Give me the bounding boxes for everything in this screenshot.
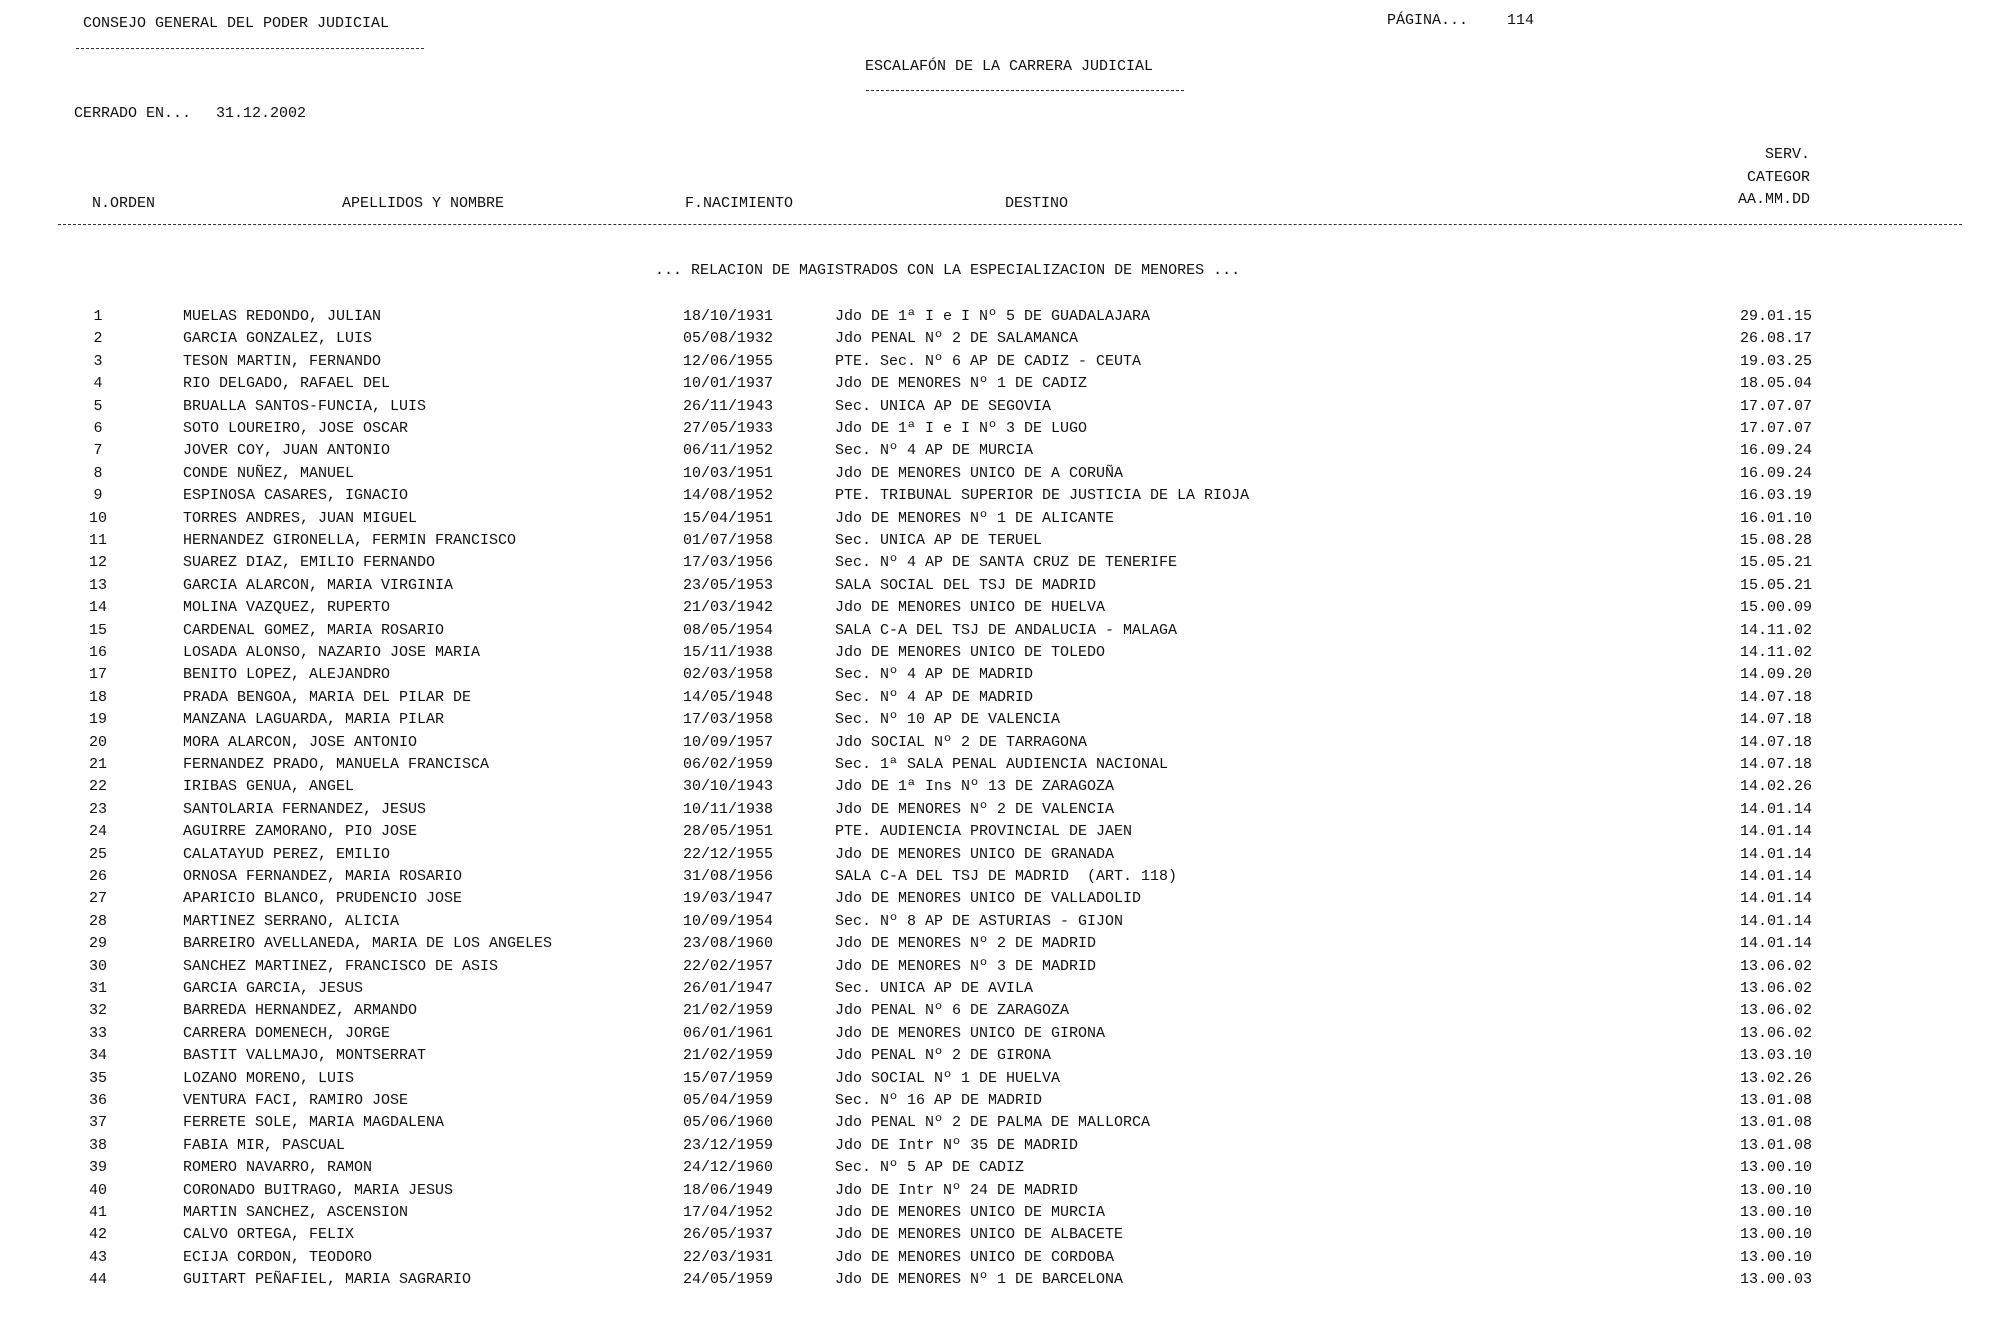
title-underline: [866, 90, 1184, 91]
service-time: 19.03.25: [1739, 352, 1812, 370]
table-row: [0, 666, 2000, 688]
table-row: [0, 1092, 2000, 1114]
order-number: 11: [88, 532, 107, 549]
birth-date: 30/10/1943: [683, 778, 774, 796]
order-number: 2: [93, 330, 103, 348]
table-row: [0, 398, 2000, 420]
order-number: 1: [93, 308, 103, 325]
full-name: MANZANA LAGUARDA, MARIA PILAR: [183, 711, 445, 729]
service-time: 14.01.14: [1739, 823, 1812, 841]
birth-date: 26/11/1943: [683, 397, 774, 415]
destination: Jdo DE MENORES UNICO DE MURCIA: [835, 1204, 1106, 1221]
service-time: 13.00.10: [1739, 1248, 1812, 1266]
service-time: 14.01.14: [1739, 800, 1812, 818]
birth-date: 22/02/1957: [683, 957, 774, 975]
birth-date: 10/11/1938: [683, 800, 774, 818]
order-number: 16: [88, 644, 107, 661]
table-row: [0, 420, 2000, 442]
birth-date: 27/05/1933: [683, 420, 774, 437]
order-number: 36: [88, 1092, 107, 1109]
service-time: 13.00.03: [1739, 1271, 1812, 1289]
service-time: 13.00.10: [1739, 1181, 1812, 1199]
birth-date: 17/04/1952: [683, 1204, 774, 1221]
birth-date: 18/10/1931: [683, 308, 774, 325]
full-name: LOZANO MORENO, LUIS: [183, 1069, 355, 1087]
document-title: ESCALAFÓN DE LA CARRERA JUDICIAL: [865, 58, 1154, 75]
organization-underline: [76, 48, 424, 49]
birth-date: 12/06/1955: [683, 352, 774, 370]
birth-date: 01/07/1958: [683, 532, 774, 549]
service-time: 13.01.08: [1739, 1114, 1812, 1132]
closed-date: 31.12.2002: [216, 105, 307, 122]
service-time: 14.02.26: [1739, 778, 1812, 796]
table-row: [0, 1047, 2000, 1069]
full-name: CONDE NUÑEZ, MANUEL: [183, 464, 355, 482]
table-row: [0, 644, 2000, 666]
destination: SALA C-A DEL TSJ DE MADRID (ART. 118): [835, 868, 1178, 885]
service-time: 15.00.09: [1739, 599, 1812, 617]
full-name: MORA ALARCON, JOSE ANTONIO: [183, 733, 418, 751]
table-row: [0, 375, 2000, 397]
service-time: 16.09.24: [1739, 442, 1812, 460]
full-name: VENTURA FACI, RAMIRO JOSE: [183, 1092, 409, 1109]
table-row: [0, 734, 2000, 756]
birth-date: 17/03/1958: [683, 711, 774, 729]
table-row: [0, 711, 2000, 733]
full-name: BASTIT VALLMAJO, MONTSERRAT: [183, 1047, 427, 1065]
birth-date: 19/03/1947: [683, 890, 774, 908]
destination: Sec. Nº 4 AP DE MADRID: [835, 688, 1034, 706]
full-name: CORONADO BUITRAGO, MARIA JESUS: [183, 1181, 454, 1199]
order-number: 35: [88, 1069, 107, 1087]
full-name: IRIBAS GENUA, ANGEL: [183, 778, 355, 796]
full-name: BENITO LOPEZ, ALEJANDRO: [183, 666, 391, 684]
order-number: 32: [88, 1002, 107, 1020]
full-name: MARTINEZ SERRANO, ALICIA: [183, 912, 400, 930]
page-number: 114: [1507, 12, 1535, 29]
order-number: 19: [88, 711, 107, 729]
birth-date: 15/11/1938: [683, 644, 774, 661]
order-number: 26: [88, 868, 107, 885]
table-row: [0, 330, 2000, 352]
destination: Jdo DE MENORES Nº 1 DE BARCELONA: [835, 1271, 1124, 1289]
table-row: [0, 577, 2000, 599]
service-time: 16.09.24: [1739, 464, 1812, 482]
full-name: GARCIA GARCIA, JESUS: [183, 980, 364, 997]
col-destination-header: DESTINO: [1005, 195, 1069, 212]
order-number: 43: [88, 1248, 107, 1266]
destination: Jdo DE 1ª I e I Nº 5 DE GUADALAJARA: [835, 308, 1151, 325]
destination: Jdo DE MENORES Nº 2 DE MADRID: [835, 935, 1097, 953]
col-serv-line1: SERV.: [1764, 146, 1810, 163]
full-name: GUITART PEÑAFIEL, MARIA SAGRARIO: [183, 1271, 472, 1289]
order-number: 24: [88, 823, 107, 841]
destination: Sec. Nº 4 AP DE MADRID: [835, 666, 1034, 684]
order-number: 37: [88, 1114, 107, 1132]
destination: Jdo DE MENORES Nº 1 DE CADIZ: [835, 375, 1088, 393]
table-row: [0, 1070, 2000, 1092]
col-birth-header: F.NACIMIENTO: [685, 195, 794, 212]
order-number: 18: [88, 688, 107, 706]
service-time: 14.01.14: [1739, 868, 1812, 885]
destination: Jdo DE Intr Nº 35 DE MADRID: [835, 1136, 1079, 1154]
table-row: [0, 1271, 2000, 1293]
birth-date: 26/01/1947: [683, 980, 774, 997]
col-order-header: N.ORDEN: [92, 195, 156, 212]
order-number: 6: [93, 420, 103, 437]
birth-date: 15/04/1951: [683, 509, 774, 527]
birth-date: 23/05/1953: [683, 576, 774, 594]
order-number: 8: [93, 464, 103, 482]
order-number: 17: [88, 666, 107, 684]
service-time: 17.07.07: [1739, 397, 1812, 415]
destination: PTE. TRIBUNAL SUPERIOR DE JUSTICIA DE LA RIOJA: [835, 487, 1250, 505]
table-row: [0, 913, 2000, 935]
service-time: 13.03.10: [1739, 1047, 1812, 1065]
service-time: 16.03.19: [1739, 487, 1812, 505]
full-name: FERNANDEZ PRADO, MANUELA FRANCISCA: [183, 756, 490, 773]
table-row: [0, 510, 2000, 532]
service-time: 15.08.28: [1739, 532, 1812, 549]
service-time: 13.06.02: [1739, 1024, 1812, 1042]
service-time: 14.01.14: [1739, 845, 1812, 863]
service-time: 13.01.08: [1739, 1136, 1812, 1154]
birth-date: 23/12/1959: [683, 1136, 774, 1154]
table-row: [0, 1002, 2000, 1024]
birth-date: 10/09/1954: [683, 912, 774, 930]
destination: Sec. UNICA AP DE TERUEL: [835, 532, 1043, 549]
order-number: 41: [88, 1204, 107, 1221]
full-name: SUAREZ DIAZ, EMILIO FERNANDO: [183, 554, 436, 572]
service-time: 13.02.26: [1739, 1069, 1812, 1087]
full-name: GARCIA GONZALEZ, LUIS: [183, 330, 373, 348]
birth-date: 31/08/1956: [683, 868, 774, 885]
full-name: SOTO LOUREIRO, JOSE OSCAR: [183, 420, 409, 437]
service-time: 14.07.18: [1739, 711, 1812, 729]
destination: Sec. UNICA AP DE SEGOVIA: [835, 397, 1052, 415]
birth-date: 22/03/1931: [683, 1248, 774, 1266]
service-time: 14.01.14: [1739, 912, 1812, 930]
table-row: [0, 1159, 2000, 1181]
birth-date: 08/05/1954: [683, 621, 774, 639]
full-name: AGUIRRE ZAMORANO, PIO JOSE: [183, 823, 418, 841]
table-row: [0, 1249, 2000, 1271]
destination: Sec. Nº 8 AP DE ASTURIAS - GIJON: [835, 912, 1124, 930]
table-row: [0, 868, 2000, 890]
order-number: 21: [88, 756, 107, 773]
order-number: 15: [88, 621, 107, 639]
service-time: 13.06.02: [1739, 980, 1812, 997]
destination: Jdo SOCIAL Nº 1 DE HUELVA: [835, 1069, 1061, 1087]
order-number: 30: [88, 957, 107, 975]
destination: Jdo DE MENORES UNICO DE VALLADOLID: [835, 890, 1142, 908]
birth-date: 15/07/1959: [683, 1069, 774, 1087]
order-number: 23: [88, 800, 107, 818]
full-name: SANCHEZ MARTINEZ, FRANCISCO DE ASIS: [183, 957, 499, 975]
table-row: [0, 801, 2000, 823]
birth-date: 05/04/1959: [683, 1092, 774, 1109]
order-number: 34: [88, 1047, 107, 1065]
table-row: [0, 1204, 2000, 1226]
birth-date: 10/01/1937: [683, 375, 774, 393]
table-row: [0, 1137, 2000, 1159]
table-row: [0, 1114, 2000, 1136]
service-time: 13.00.10: [1739, 1159, 1812, 1177]
service-time: 13.00.10: [1739, 1226, 1812, 1244]
order-number: 9: [93, 487, 103, 505]
table-row: [0, 532, 2000, 554]
full-name: ESPINOSA CASARES, IGNACIO: [183, 487, 409, 505]
birth-date: 05/06/1960: [683, 1114, 774, 1132]
page-label: PÁGINA...: [1387, 12, 1469, 29]
full-name: MUELAS REDONDO, JULIAN: [183, 308, 382, 325]
birth-date: 05/08/1932: [683, 330, 774, 348]
full-name: MARTIN SANCHEZ, ASCENSION: [183, 1204, 409, 1221]
full-name: GARCIA ALARCON, MARIA VIRGINIA: [183, 576, 454, 594]
full-name: FERRETE SOLE, MARIA MAGDALENA: [183, 1114, 445, 1132]
service-time: 14.11.02: [1739, 644, 1812, 661]
section-title: ... RELACION DE MAGISTRADOS CON LA ESPECIALIZACION DE MENORES ...: [655, 262, 1241, 279]
full-name: SANTOLARIA FERNANDEZ, JESUS: [183, 800, 427, 818]
table-row: [0, 756, 2000, 778]
destination: Jdo DE MENORES UNICO DE HUELVA: [835, 599, 1106, 617]
order-number: 12: [88, 554, 107, 572]
destination: Jdo DE Intr Nº 24 DE MADRID: [835, 1181, 1079, 1199]
birth-date: 22/12/1955: [683, 845, 774, 863]
destination: Jdo DE MENORES Nº 3 DE MADRID: [835, 957, 1097, 975]
order-number: 38: [88, 1136, 107, 1154]
order-number: 22: [88, 778, 107, 796]
table-row: [0, 689, 2000, 711]
table-row: [0, 1226, 2000, 1248]
destination: Sec. Nº 4 AP DE MURCIA: [835, 442, 1034, 460]
full-name: JOVER COY, JUAN ANTONIO: [183, 442, 391, 460]
order-number: 44: [88, 1271, 107, 1289]
table-row: [0, 308, 2000, 330]
destination: Sec. UNICA AP DE AVILA: [835, 980, 1034, 997]
birth-date: 24/12/1960: [683, 1159, 774, 1177]
service-time: 26.08.17: [1739, 330, 1812, 348]
service-time: 18.05.04: [1739, 375, 1812, 393]
birth-date: 24/05/1959: [683, 1271, 774, 1289]
destination: Jdo DE MENORES UNICO DE CORDOBA: [835, 1248, 1115, 1266]
service-time: 13.01.08: [1739, 1092, 1812, 1109]
order-number: 42: [88, 1226, 107, 1244]
destination: Sec. Nº 10 AP DE VALENCIA: [835, 711, 1061, 729]
destination: Jdo DE MENORES Nº 2 DE VALENCIA: [835, 800, 1115, 818]
service-time: 15.05.21: [1739, 576, 1812, 594]
full-name: ORNOSA FERNANDEZ, MARIA ROSARIO: [183, 868, 463, 885]
destination: Jdo PENAL Nº 6 DE ZARAGOZA: [835, 1002, 1070, 1020]
destination: Jdo DE MENORES UNICO DE GRANADA: [835, 845, 1115, 863]
destination: Jdo SOCIAL Nº 2 DE TARRAGONA: [835, 733, 1088, 751]
destination: Jdo DE MENORES UNICO DE A CORUÑA: [835, 464, 1124, 482]
table-row: [0, 890, 2000, 912]
full-name: RIO DELGADO, RAFAEL DEL: [183, 375, 391, 393]
service-time: 14.01.14: [1739, 890, 1812, 908]
full-name: FABIA MIR, PASCUAL: [183, 1136, 346, 1154]
table-row: [0, 622, 2000, 644]
service-time: 14.09.20: [1739, 666, 1812, 684]
table-row: [0, 353, 2000, 375]
table-row: [0, 778, 2000, 800]
header-separator: [58, 224, 1962, 225]
full-name: TESON MARTIN, FERNANDO: [183, 352, 382, 370]
destination: Jdo DE MENORES UNICO DE GIRONA: [835, 1024, 1106, 1042]
order-number: 20: [88, 733, 107, 751]
full-name: CARDENAL GOMEZ, MARIA ROSARIO: [183, 621, 445, 639]
order-number: 33: [88, 1024, 107, 1042]
table-row: [0, 1025, 2000, 1047]
birth-date: 10/03/1951: [683, 464, 774, 482]
full-name: MOLINA VAZQUEZ, RUPERTO: [183, 599, 391, 617]
full-name: LOSADA ALONSO, NAZARIO JOSE MARIA: [183, 644, 481, 661]
service-time: 14.01.14: [1739, 935, 1812, 953]
destination: Jdo PENAL Nº 2 DE SALAMANCA: [835, 330, 1079, 348]
destination: Sec. Nº 5 AP DE CADIZ: [835, 1159, 1025, 1177]
order-number: 7: [93, 442, 103, 460]
service-time: 13.06.02: [1739, 1002, 1812, 1020]
order-number: 28: [88, 912, 107, 930]
birth-date: 14/05/1948: [683, 688, 774, 706]
full-name: BARREDA HERNANDEZ, ARMANDO: [183, 1002, 418, 1020]
table-row: [0, 442, 2000, 464]
birth-date: 26/05/1937: [683, 1226, 774, 1244]
destination: Jdo DE 1ª Ins Nº 13 DE ZARAGOZA: [835, 778, 1115, 796]
order-number: 13: [88, 576, 107, 594]
destination: Jdo DE 1ª I e I Nº 3 DE LUGO: [835, 420, 1088, 437]
table-row: [0, 935, 2000, 957]
service-time: 13.06.02: [1739, 957, 1812, 975]
order-number: 3: [93, 352, 103, 370]
birth-date: 10/09/1957: [683, 733, 774, 751]
table-row: [0, 487, 2000, 509]
destination: Jdo PENAL Nº 2 DE PALMA DE MALLORCA: [835, 1114, 1151, 1132]
order-number: 31: [88, 980, 107, 997]
destination: SALA SOCIAL DEL TSJ DE MADRID: [835, 576, 1097, 594]
birth-date: 02/03/1958: [683, 666, 774, 684]
full-name: APARICIO BLANCO, PRUDENCIO JOSE: [183, 890, 463, 908]
order-number: 4: [93, 375, 103, 393]
destination: Sec. 1ª SALA PENAL AUDIENCIA NACIONAL: [835, 756, 1169, 773]
full-name: BRUALLA SANTOS-FUNCIA, LUIS: [183, 397, 427, 415]
closed-label: CERRADO EN...: [74, 105, 192, 122]
destination: Sec. Nº 16 AP DE MADRID: [835, 1092, 1043, 1109]
full-name: TORRES ANDRES, JUAN MIGUEL: [183, 509, 418, 527]
destination: SALA C-A DEL TSJ DE ANDALUCIA - MALAGA: [835, 621, 1178, 639]
birth-date: 21/03/1942: [683, 599, 774, 617]
destination: Jdo DE MENORES UNICO DE TOLEDO: [835, 644, 1106, 661]
order-number: 27: [88, 890, 107, 908]
full-name: ECIJA CORDON, TEODORO: [183, 1248, 373, 1266]
order-number: 40: [88, 1181, 107, 1199]
organization-name: CONSEJO GENERAL DEL PODER JUDICIAL: [83, 15, 390, 32]
service-time: 14.11.02: [1739, 621, 1812, 639]
birth-date: 21/02/1959: [683, 1002, 774, 1020]
birth-date: 21/02/1959: [683, 1047, 774, 1065]
birth-date: 14/08/1952: [683, 487, 774, 505]
table-row: [0, 846, 2000, 868]
table-row: [0, 599, 2000, 621]
col-name-header: APELLIDOS Y NOMBRE: [342, 195, 505, 212]
table-row: [0, 465, 2000, 487]
col-serv-line3: AA.MM.DD: [1737, 191, 1810, 208]
birth-date: 06/01/1961: [683, 1024, 774, 1042]
service-time: 14.07.18: [1739, 688, 1812, 706]
table-row: [0, 958, 2000, 980]
col-serv-line2: CATEGOR: [1746, 169, 1810, 186]
service-time: 17.07.07: [1739, 420, 1812, 437]
service-time: 13.00.10: [1739, 1204, 1812, 1221]
table-row: [0, 980, 2000, 1002]
birth-date: 17/03/1956: [683, 554, 774, 572]
birth-date: 06/02/1959: [683, 756, 774, 773]
destination: Jdo PENAL Nº 2 DE GIRONA: [835, 1047, 1052, 1065]
birth-date: 23/08/1960: [683, 935, 774, 953]
destination: PTE. Sec. Nº 6 AP DE CADIZ - CEUTA: [835, 352, 1142, 370]
service-time: 15.05.21: [1739, 554, 1812, 572]
table-row: [0, 823, 2000, 845]
service-time: 14.07.18: [1739, 733, 1812, 751]
destination: PTE. AUDIENCIA PROVINCIAL DE JAEN: [835, 823, 1133, 841]
order-number: 25: [88, 845, 107, 863]
table-row: [0, 554, 2000, 576]
full-name: BARREIRO AVELLANEDA, MARIA DE LOS ANGELES: [183, 935, 553, 953]
order-number: 39: [88, 1159, 107, 1177]
birth-date: 28/05/1951: [683, 823, 774, 841]
destination: Jdo DE MENORES UNICO DE ALBACETE: [835, 1226, 1124, 1244]
full-name: PRADA BENGOA, MARIA DEL PILAR DE: [183, 688, 472, 706]
full-name: HERNANDEZ GIRONELLA, FERMIN FRANCISCO: [183, 532, 517, 549]
service-time: 14.07.18: [1739, 756, 1812, 773]
full-name: CALATAYUD PEREZ, EMILIO: [183, 845, 391, 863]
service-time: 16.01.10: [1739, 509, 1812, 527]
order-number: 10: [88, 509, 107, 527]
full-name: CARRERA DOMENECH, JORGE: [183, 1024, 391, 1042]
order-number: 5: [93, 397, 103, 415]
order-number: 29: [88, 935, 107, 953]
order-number: 14: [88, 599, 107, 617]
full-name: ROMERO NAVARRO, RAMON: [183, 1159, 373, 1177]
destination: Jdo DE MENORES Nº 1 DE ALICANTE: [835, 509, 1115, 527]
destination: Sec. Nº 4 AP DE SANTA CRUZ DE TENERIFE: [835, 554, 1178, 572]
birth-date: 06/11/1952: [683, 442, 774, 460]
service-time: 29.01.15: [1739, 308, 1812, 325]
table-row: [0, 1182, 2000, 1204]
full-name: CALVO ORTEGA, FELIX: [183, 1226, 355, 1244]
birth-date: 18/06/1949: [683, 1181, 774, 1199]
